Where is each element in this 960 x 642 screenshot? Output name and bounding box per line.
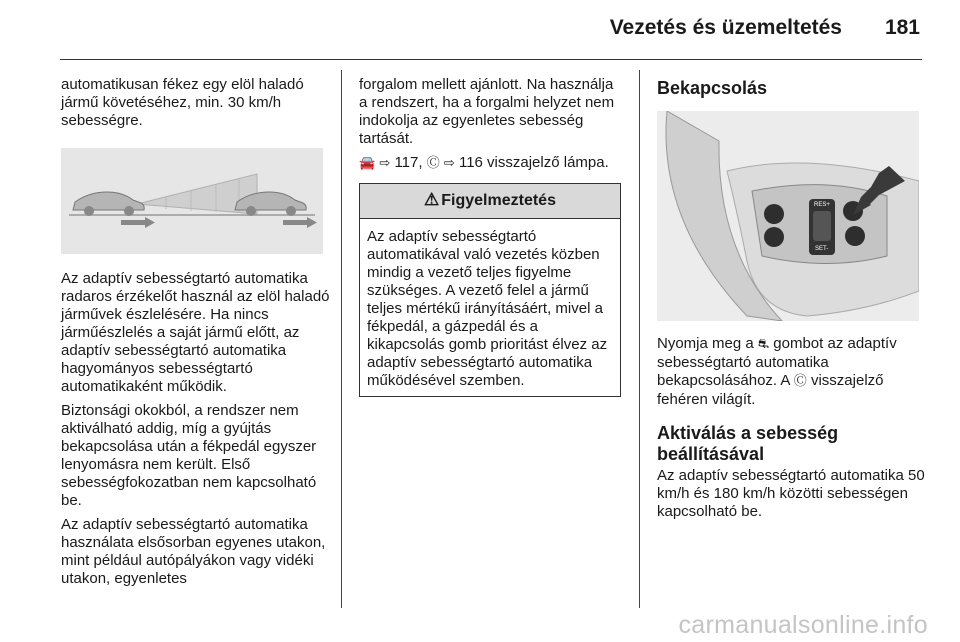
- column-3: [657, 76, 927, 527]
- own-car-icon: [73, 192, 144, 216]
- speed-limiter-button-icon: [845, 226, 865, 246]
- steering-wheel-illustration: [657, 111, 919, 321]
- warning-icon: ⚠: [424, 190, 440, 209]
- steering-wheel-diagram: [657, 111, 919, 321]
- page-ref: 117,: [394, 154, 423, 171]
- column-1: [61, 76, 331, 594]
- column-divider-2: [639, 70, 640, 608]
- header-rule: [60, 59, 922, 60]
- section-heading: Bekapcsolás: [657, 78, 768, 98]
- page-ref: 116 visszajelző lámpa.: [458, 154, 609, 171]
- radar-illustration: [61, 148, 323, 254]
- paragraph: Biztonsági okokból, a rendszer nem aktiválható addig, míg a gyújtás bekapcsolása után a fékpedál egyszer lenyomásra nem került. Első sebességfokozatban nem kapcsolható be.: [61, 402, 317, 509]
- cross-reference: [359, 154, 625, 173]
- paragraph: Az adaptív sebességtartó automatika 50 km/h és 180 km/h közötti sebességen kapcsolható be.: [657, 467, 925, 520]
- paragraph: automatikusan fékez egy elöl haladó jármű követéséhez, min. 30 km/h sebességre.: [61, 76, 304, 129]
- warning-text: Az adaptív sebességtartó automatikával való vezetés közben mindig a vezető teljes figyelme szükséges. A vezető felel a jármű teljes mértékű irányításáért, mivel a fékpedál, a gázpedál és a kikapcsolás gomb prioritást élvez az adaptív sebességtartó automatika működésével szemben.: [367, 228, 608, 389]
- header-title: Vezetés és üzemeltetés: [609, 16, 842, 39]
- paragraph: Az adaptív sebességtartó automatika radaros érzékelőt használ az elöl haladó járművek észlelésére. Ha nincs járműészlelés a saját jármű előtt, az adaptív sebességtartó automatika hagyományos sebességtartó automatikaként működik.: [61, 270, 330, 395]
- watermark: carmanualsonline.info: [678, 611, 928, 639]
- warning-box: [359, 183, 621, 397]
- cruise-car-icon: 🚘: [359, 156, 376, 171]
- cruise-button-icon: ⛐: [757, 337, 770, 352]
- section-heading: Aktiválás a sebesség beállításával: [657, 423, 839, 464]
- arrow-right-icon: [121, 217, 155, 228]
- page-ref-arrow-icon: ⇨: [443, 156, 455, 171]
- cruise-indicator-icon: Ⓒ: [426, 156, 440, 171]
- column-2: [359, 76, 625, 397]
- paragraph: Az adaptív sebességtartó automatika használata elsősorban egyenes utakon, mint például autópályákon vagy vidéki utakon, egyenletes: [61, 516, 326, 587]
- set-label: SET-: [815, 246, 829, 252]
- cancel-button-icon: [764, 227, 784, 247]
- res-label: RES+: [814, 202, 830, 208]
- distance-button-icon: [764, 204, 784, 224]
- radar-diagram: [61, 148, 323, 254]
- paragraph: Nyomja meg a ⛐ gombot az adaptív sebességtartó automatika bekapcsolásához. A Ⓒ visszajelző fehéren világít.: [657, 335, 897, 408]
- warning-title: Figyelmeztetés: [441, 192, 556, 209]
- paragraph: forgalom mellett ajánlott. Na használja a rendszert, ha a forgalmi helyzet nem indokolja az egyenletes sebesség tartását.: [359, 76, 615, 147]
- arrow-right-icon: [283, 217, 317, 228]
- page-ref-arrow-icon: ⇨: [379, 156, 391, 171]
- page-number: 181: [884, 16, 920, 39]
- column-divider-1: [341, 70, 342, 608]
- warning-header: [360, 184, 620, 219]
- cruise-indicator-icon: Ⓒ: [793, 374, 807, 389]
